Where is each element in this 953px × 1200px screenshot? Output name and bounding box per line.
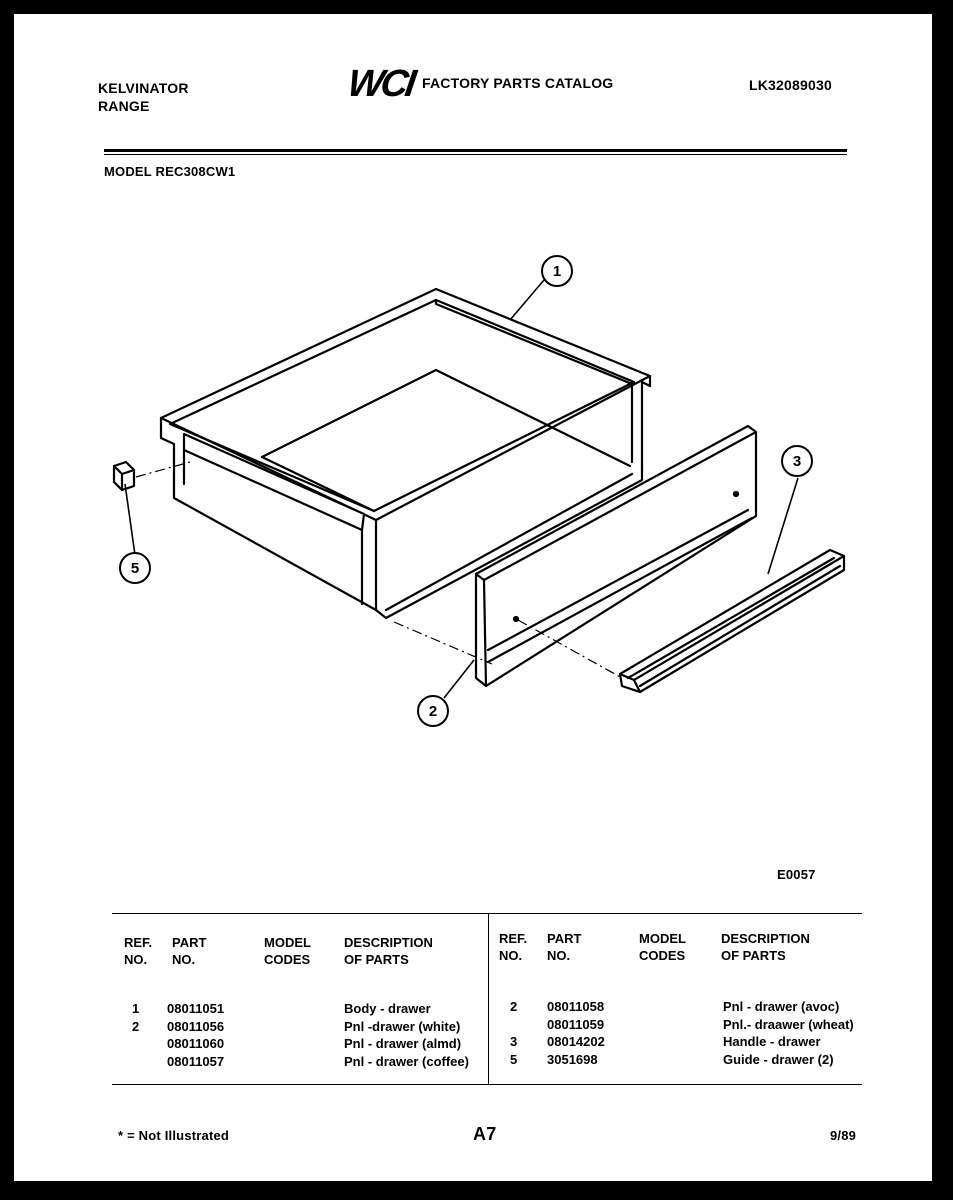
callout-3: 3 [792, 453, 802, 470]
page-number: A7 [473, 1124, 497, 1144]
callout-5: 5 [130, 560, 140, 577]
table-right-ref-col: 2 3 5 [510, 999, 518, 1067]
model-number: MODEL REC308CW1 [104, 164, 236, 179]
table-right-part-col: 08011058 08011059 08014202 3051698 [547, 999, 605, 1067]
table-divider [488, 913, 489, 1085]
catalog-code: LK32089030 [749, 77, 832, 93]
table-left-desc-col: Body - drawer Pnl -drawer (white) Pnl - drawer (almd) Pnl - drawer (coffee) [344, 1001, 469, 1069]
drawer-guide-clip [114, 462, 134, 490]
brand-name: KELVINATOR [98, 80, 189, 96]
header-part-no-left: PART NO. [172, 935, 207, 967]
table-left-part-col: 08011051 08011056 08011060 08011057 [167, 1001, 225, 1069]
header-model-codes-left: MODEL CODES [264, 935, 311, 967]
catalog-page [14, 14, 932, 1181]
figure-code: E0057 [777, 867, 816, 882]
table-bottom-rule [112, 1084, 862, 1085]
not-illustrated-note: * = Not Illustrated [118, 1128, 230, 1143]
table-top-rule [112, 913, 862, 914]
header-model-codes-right: MODEL CODES [639, 931, 686, 963]
wci-logo: WCI [345, 63, 416, 105]
callout-1: 1 [552, 263, 562, 280]
product-type: RANGE [98, 98, 150, 114]
header-part-no-right: PART NO. [547, 931, 582, 963]
table-right-desc-col: Pnl - drawer (avoc) Pnl.- draawer (wheat) Handle - drawer Guide - drawer (2) [723, 999, 854, 1067]
header-ref-no-right: REF. NO. [499, 931, 528, 963]
callout-2: 2 [428, 703, 438, 720]
drawer-exploded-diagram [14, 14, 932, 904]
header-description-left: DESCRIPTION OF PARTS [344, 935, 433, 967]
revision-date: 9/89 [830, 1128, 857, 1143]
header-description-right: DESCRIPTION OF PARTS [721, 931, 810, 963]
table-left-ref-col: 1 2 [132, 1001, 140, 1034]
catalog-title: FACTORY PARTS CATALOG [422, 75, 614, 91]
header-ref-no-left: REF. NO. [124, 935, 153, 967]
